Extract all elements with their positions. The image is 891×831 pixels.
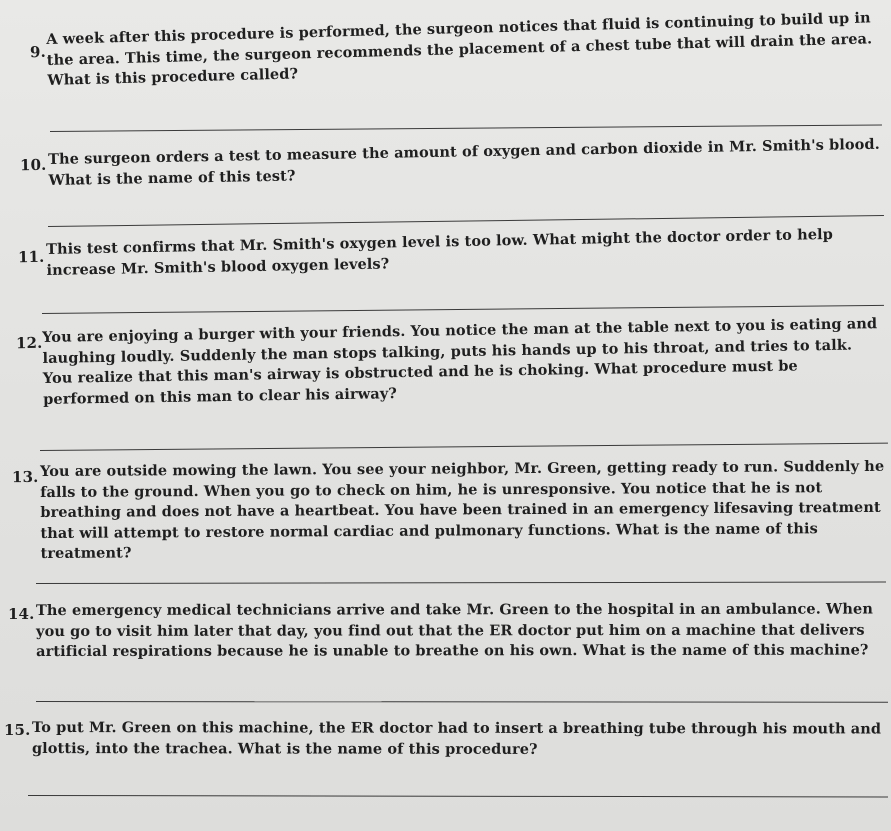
- question-text: You are enjoying a burger with your friends. You notice the man at the table next to you is eating and laughing loudly. Suddenly the man stops talking, puts his hands up to his throat, and tries to talk. You realize that this man's airway is obstructed and he is choking. What procedure must be performed on this man to clear his airway?: [42, 315, 878, 408]
- answer-line[interactable]: [42, 305, 884, 314]
- answer-line[interactable]: [28, 795, 888, 798]
- question-text: To put Mr. Green on this machine, the ER doctor had to insert a breathing tube through his mouth and glottis, into the trachea. What is the name of this procedure?: [31, 719, 882, 758]
- answer-line[interactable]: [48, 215, 884, 227]
- question-number: 14.: [8, 605, 35, 623]
- answer-line[interactable]: [40, 443, 888, 451]
- question-number: 9.: [29, 42, 47, 62]
- answer-line[interactable]: [50, 124, 882, 132]
- question-text: A week after this procedure is performed, the surgeon notices that fluid is continuing to build up in the area. This time, the surgeon recommends the placement of a chest tube that will drain the area. What is this procedure called?: [46, 9, 873, 89]
- answer-line[interactable]: [36, 701, 888, 703]
- question-number: 13.: [11, 467, 39, 487]
- question-number: 10.: [19, 155, 47, 175]
- question-text: The emergency medical technicians arrive and take Mr. Green to the hospital in an ambulance. When you go to visit him later that day, you find out that the ER doctor put him on a machine that delivers artificial respirations because he is unable to breathe on his own. What is the name of this machine?: [36, 600, 874, 660]
- question-text: You are outside mowing the lawn. You see your neighbor, Mr. Green, getting ready to run. Suddenly he falls to the ground. When you go to check on him, he is unresponsive. You notice that he is not breathing and does not have a heartbeat. You have been trained in an emergency lifesaving treatment that will attempt to restore normal cardiac and pulmonary functions. What is the name of this treatment?: [40, 457, 885, 562]
- question-number: 11.: [17, 247, 45, 267]
- answer-line[interactable]: [36, 582, 886, 584]
- question-text: The surgeon orders a test to measure the amount of oxygen and carbon dioxide in Mr. Smith's blood. What is the name of this test?: [48, 135, 880, 189]
- question-number: 12.: [15, 333, 43, 353]
- question-number: 15.: [4, 721, 31, 739]
- question-text: This test confirms that Mr. Smith's oxygen level is too low. What might the doctor order to help increase Mr. Smith's blood oxygen levels?: [46, 225, 834, 279]
